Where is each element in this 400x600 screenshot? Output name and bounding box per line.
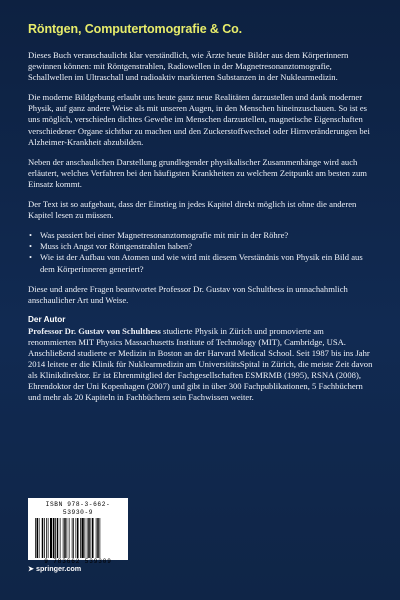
question-item: • Wie ist der Aufbau von Atomen und wie wird mit diesem Verständnis von Physik ein Bild aus dem Körperinneren generiert? bbox=[28, 252, 374, 274]
paragraph-imaging: Die moderne Bildgebung erlaubt uns heute ganz neue Realitäten darzustellen und dank moderner Physik, auf ganz andere Weise als mit unseren Augen, in den Menschen hineinzuschauen. So ist es uns möglich, verschieden dichtes Gewebe im Menschen darzustellen, magnetische Eigenschaften verschiedener Organe sichtbar zu machen und den Zuckerstoffwechsel oder Hirnveränderungen bei Alzheimer-Krankheit abzubilden. bbox=[28, 92, 370, 147]
author-name: Professor Dr. Gustav von Schulthess bbox=[28, 325, 161, 336]
isbn-label: ISBN 978-3-662-53930-9 bbox=[45, 501, 111, 516]
question-item: • Muss ich Angst vor Röntgenstrahlen haben? bbox=[28, 241, 374, 252]
barcode-icon bbox=[33, 518, 123, 558]
paragraph-structure: Der Text ist so aufgebaut, dass der Einstieg in jedes Kapitel direkt möglich ist ohne die anderen Kapitel lesen zu müssen. bbox=[28, 199, 357, 221]
author-bio-text: studierte Physik in Zürich und promovierte am renommierten MIT Physics Massachusetts Institute of Technology (MIT), Cambridge, USA. Anschließend studierte er Medizin in Boston an der Harvard Medical School. Seit 1987 bis ins Jahr 2014 leitete er die Klinik für Nuklearmedizin am UniversitätsSpital in Zürich, die meiste Zeit davon als Klinikdirektor. Er ist Ehrenmitglied der Fachgesellschaften ESMRMB (1995), RSNA (2008), Ehrendoktor der Uni Kopenhagen (2007) und gibt in über 300 Fachpublikationen, 5 Fachbüchern und mehr als 20 Kapiteln in Fachbüchern sein Fachwissen weiter. bbox=[28, 325, 373, 403]
cover-title: Röntgen, Computertomografie & Co. bbox=[28, 22, 243, 36]
paragraph-closing: Diese und andere Fragen beantwortet Professor Dr. Gustav von Schulthess in unnachahmlich anschaulicher Art und Weise. bbox=[28, 283, 348, 305]
question-list bbox=[28, 230, 374, 274]
publisher-url: springer.com bbox=[36, 564, 82, 573]
paragraph-intro: Dieses Buch veranschaulicht klar verständlich, wie Ärzte heute Bilder aus dem Körperinnern gewinnen können: mit Röntgenstrahlen, Radiowellen in der Magnetresonanztomografie, Schallwellen im Ultraschall und radioaktiv markierten Substanzen in der Nuklearmedizin. bbox=[28, 50, 349, 83]
barcode-digits: 9 783662 539309 bbox=[44, 558, 112, 565]
barcode-box bbox=[28, 498, 128, 565]
arrow-icon: ➤ bbox=[28, 564, 35, 573]
question-item: • Was passiert bei einer Magnetresonanztomografie mit mir in der Röhre? bbox=[28, 230, 374, 241]
publisher-link[interactable] bbox=[28, 564, 81, 573]
paragraph-procedures: Neben der anschaulichen Darstellung grundlegender physikalischer Zusammenhänge wird auch erläutert, welches Verfahren bei den häufigsten Krankheiten zu welchem Zeitpunkt am besten zum Einsatz kommt. bbox=[28, 156, 367, 189]
author-bio bbox=[28, 326, 374, 404]
author-heading: Der Autor bbox=[28, 314, 66, 324]
